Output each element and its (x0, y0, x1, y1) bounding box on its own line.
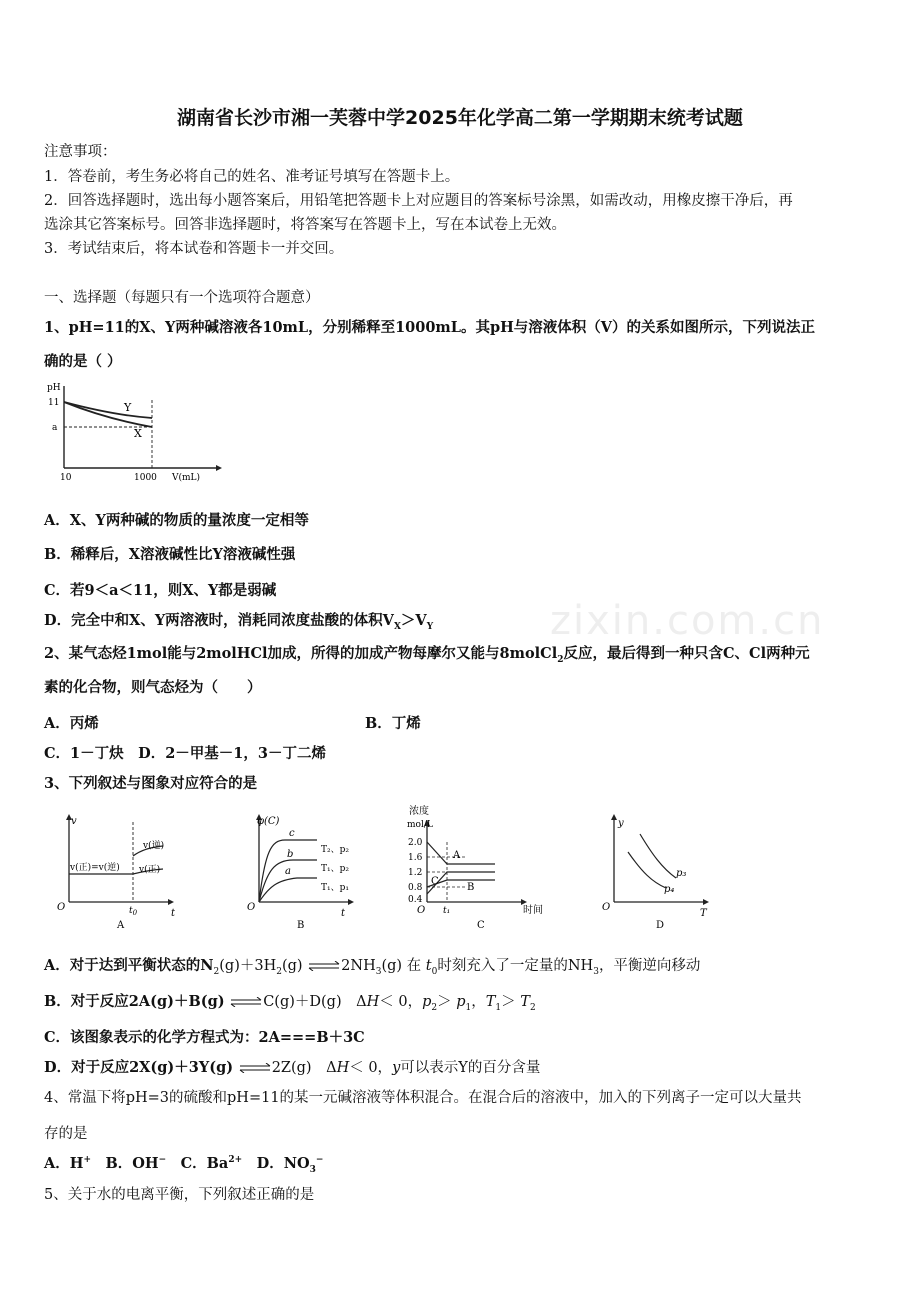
t1-label: t₁ (443, 906, 451, 916)
x-tick-1000: 1000 (134, 473, 157, 483)
y-tick: 2.0 (408, 838, 423, 848)
question-4-text: 4、常温下将pH=3的硫酸和pH=11的某一元碱溶液等体积混合。在混合后的溶液中，加入的下列离子一定可以大量共 (44, 1090, 802, 1106)
equal-rate-label: v(正)=v(逆) (70, 863, 120, 873)
curve-t1p1-label: T₁、p₁ (321, 883, 349, 893)
q3-figure-d (600, 812, 720, 934)
curve-p3-label: p₃ (676, 868, 687, 879)
curve-p4-label: p₄ (664, 884, 675, 895)
x-axis-label: V(mL) (172, 473, 201, 483)
y-tick: 0.8 (408, 883, 423, 893)
q1-option-b: B．稀释后，X溶液碱性比Y溶液碱性强 (44, 546, 296, 563)
q1-option-d: D．完全中和X、Y两溶液时，消耗同浓度盐酸的体积$V_X>V_Y$ (44, 612, 434, 632)
y-axis-label: v (71, 816, 77, 827)
x-axis-label: t (341, 908, 346, 919)
fwd-rate-label: v(正) (139, 865, 161, 875)
section-heading: 一、选择题（每题只有一个选项符合题意） (44, 290, 320, 306)
question-4-text-cont: 存的是 (44, 1126, 88, 1142)
q3-option-d: D．对于反应2X(g)＋3Y(g) 2Z(g) ΔH＜ 0，y可以表示Y的百分含量 (44, 1059, 541, 1076)
q2-option-cd: C．1－丁炔 D．2－甲基－1，3－丁二烯 (44, 745, 326, 762)
series-x-label: X (134, 427, 142, 440)
origin-label: O (417, 905, 426, 916)
x-axis-label: T (700, 908, 707, 919)
t0-label: $t_0$ (129, 906, 138, 917)
question-5-text: 5、关于水的电离平衡，下列叙述正确的是 (44, 1187, 315, 1203)
question-2-text-cont: 素的化合物，则气态烃为（ ） (44, 679, 262, 696)
x-tick-10: 10 (60, 473, 72, 483)
q3-figure-c (395, 802, 555, 934)
series-a-label: A (453, 850, 461, 861)
y-tick-a: a (52, 423, 58, 433)
notice-item: 3．考试结束后，将本试卷和答题卡一并交回。 (44, 241, 344, 257)
notice-item: 选涂其它答案标号。回答非选择题时，将答案写在答题卡上，写在本试卷上无效。 (44, 217, 566, 233)
curve-b-label: b (287, 849, 294, 860)
q3-option-a: A．对于达到平衡状态的$N_2(g)+3H_2(g)$ $2NH_3(g)$ 在 $t_0$时刻充入了一定量的$NH_3$，平衡逆向移动 (44, 957, 701, 977)
x-axis-label: t (171, 908, 176, 919)
notice-heading: 注意事项： (44, 144, 117, 160)
q3-figure-b (245, 812, 365, 934)
q1-option-c: C．若9＜a＜11，则X、Y都是弱碱 (44, 582, 277, 599)
q2-option-b: B．丁烯 (365, 715, 421, 732)
series-c-label: C (431, 876, 439, 887)
q3-option-c: C．该图象表示的化学方程式为：2A===B＋3C (44, 1029, 365, 1046)
y-tick: 1.6 (408, 853, 423, 863)
question-1-text: 1、pH=11的X、Y两种碱溶液各10mL，分别稀释至1000mL。其pH与溶液体积（V）的关系如图所示，下列说法正 (44, 319, 816, 336)
origin-label: O (57, 902, 66, 913)
origin-label: O (247, 902, 256, 913)
origin-label: O (602, 902, 611, 913)
equilibrium-arrow-icon (238, 1063, 272, 1073)
y-axis-label: y (618, 818, 624, 829)
figure-label: A (117, 920, 125, 931)
question-2-text: 2、某气态烃1mol能与2molHCl加成，所得的加成产物每摩尔又能与8molCl$_2$反应，最后得到一种只含C、Cl两种元 (44, 645, 810, 665)
question-3-text: 3、下列叙述与图象对应符合的是 (44, 775, 258, 792)
x-axis-label: 时间 (523, 905, 543, 916)
y-axis-unit: mol/L (407, 820, 433, 830)
y-axis-label: pH (47, 383, 61, 393)
y-axis-label: 浓度 (409, 806, 429, 817)
y-tick: 0.4 (408, 895, 423, 905)
q1-option-a: A．X、Y两种碱的物质的量浓度一定相等 (44, 512, 309, 529)
figure-label: C (477, 920, 485, 931)
y-axis-label: φ(C) (257, 816, 280, 827)
q1-ph-figure (44, 380, 224, 485)
curve-t2p2-label: T₂、p₂ (321, 845, 349, 855)
series-b-label: B (467, 882, 475, 893)
q4-options: A．H+ B．OH− C．$Ba^{2+}$ D．$NO_3^-$ (44, 1155, 324, 1175)
series-y-line (64, 402, 152, 418)
q3-option-b: B．对于反应2A(g)＋B(g) C(g)＋D(g) ΔH＜ 0，$p_2> p_1$，$T_1> T_2$ (44, 993, 536, 1013)
curve-t1p2-label: T₁、p₂ (321, 864, 349, 874)
y-tick-11: 11 (48, 398, 60, 408)
q2-option-a: A．丙烯 (44, 715, 99, 732)
q3-figure-a (55, 812, 180, 934)
equilibrium-arrow-icon (307, 961, 341, 971)
rev-rate-label: v(逆) (143, 841, 165, 851)
notice-item: 2．回答选择题时，选出每小题答案后，用铅笔把答题卡上对应题目的答案标号涂黑，如需改动，用橡皮擦干净后，再 (44, 193, 793, 209)
figure-label: D (656, 920, 665, 931)
equilibrium-arrow-icon (229, 997, 263, 1007)
notice-item: 1．答卷前，考生务必将自己的姓名、准考证号填写在答题卡上。 (44, 169, 460, 185)
curve-a-label: a (285, 866, 291, 877)
y-tick: 1.2 (408, 868, 423, 878)
series-y-label: Y (124, 401, 132, 414)
page-title: 湖南省长沙市湘一芙蓉中学2025年化学高二第一学期期末统考试题 (177, 107, 743, 129)
curve-c-label: c (289, 828, 295, 839)
watermark: zixin.com.cn (550, 598, 825, 644)
figure-label: B (297, 920, 305, 931)
question-1-text-cont: 确的是（ ） (44, 353, 122, 370)
